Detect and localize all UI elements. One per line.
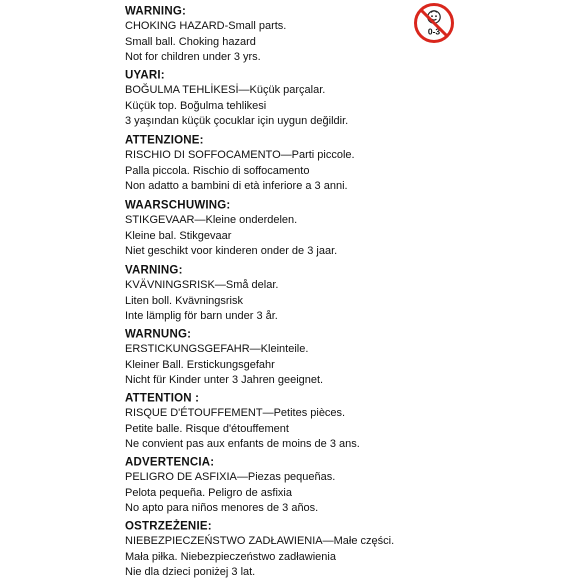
age-range-text: 0-3 [427, 26, 441, 37]
warning-heading: UYARI: [125, 69, 165, 82]
warning-block-turkish [125, 68, 545, 130]
warning-line: Kleiner Ball. Erstickungsgefahr [125, 358, 275, 371]
warning-line: RISCHIO DI SOFFOCAMENTO—Parti piccole. [125, 149, 355, 161]
warning-heading: OSTRZEŻENIE: [125, 520, 212, 533]
warning-line: Not for children under 3 yrs. [125, 51, 261, 63]
warning-block-polish [125, 519, 545, 581]
warning-line: Nie dla dzieci poniżej 3 lat. [125, 566, 256, 578]
warning-line: PELIGRO DE ASFIXIA—Piezas pequeñas. [125, 471, 336, 483]
warning-line: KVÄVNINGSRISK—Små delar. [125, 279, 279, 291]
warning-block-spanish [125, 455, 545, 517]
warning-line: Inte lämplig för barn under 3 år. [125, 310, 278, 322]
warning-line: STIKGEVAAR—Kleine onderdelen. [125, 214, 298, 226]
warning-line: Small ball. Choking hazard [125, 35, 256, 48]
warning-line: NIEBEZPIECZEŃSTWO ZADŁAWIENIA—Małe części. [125, 535, 395, 547]
warning-block-dutch [125, 198, 545, 260]
warning-line: Non adatto a bambini di età inferiore a 3 anni. [125, 180, 348, 192]
warning-block-swedish [125, 263, 545, 325]
warning-line: Ne convient pas aux enfants de moins de 3 ans. [125, 438, 360, 450]
warning-line: Nicht für Kinder unter 3 Jahren geeignet. [125, 374, 324, 386]
warning-block-italian [125, 133, 545, 195]
warning-line: No apto para niños menores de 3 años. [125, 502, 319, 514]
warning-line: Küçük top. Boğulma tehlikesi [125, 99, 267, 112]
warning-heading: WARNUNG: [125, 328, 192, 341]
warning-line: Niet geschikt voor kinderen onder de 3 jaar. [125, 245, 338, 257]
warning-line: Pelota pequeña. Peligro de asfixia [125, 486, 292, 499]
warning-line: Mała piłka. Niebezpieczeństwo zadławienia [125, 550, 336, 563]
warning-line: Kleine bal. Stikgevaar [125, 229, 232, 242]
warning-line: RISQUE D'ÉTOUFFEMENT—Petites pièces. [125, 407, 346, 419]
warning-line: CHOKING HAZARD-Small parts. [125, 20, 287, 32]
warning-line: Palla piccola. Rischio di soffocamento [125, 164, 310, 177]
warning-block-french [125, 391, 545, 453]
warning-block-english [125, 4, 545, 66]
warning-line: BOĞULMA TEHLİKESİ—Küçük parçalar. [125, 84, 326, 96]
warning-heading: VARNING: [125, 264, 183, 277]
warning-heading: WARNING: [125, 5, 187, 18]
warning-heading: WAARSCHUWING: [125, 199, 231, 212]
warning-heading: ATTENTION : [125, 392, 200, 405]
warning-line: ERSTICKUNGSGEFAHR—Kleinteile. [125, 343, 309, 355]
warning-line: 3 yaşından küçük çocuklar için uygun değildir. [125, 115, 349, 127]
warning-line: Petite balle. Risque d'étouffement [125, 422, 289, 435]
warning-heading: ATTENZIONE: [125, 134, 204, 147]
warning-heading: ADVERTENCIA: [125, 456, 215, 469]
warning-block-german [125, 327, 545, 389]
warning-line: Liten boll. Kvävningsrisk [125, 294, 244, 307]
